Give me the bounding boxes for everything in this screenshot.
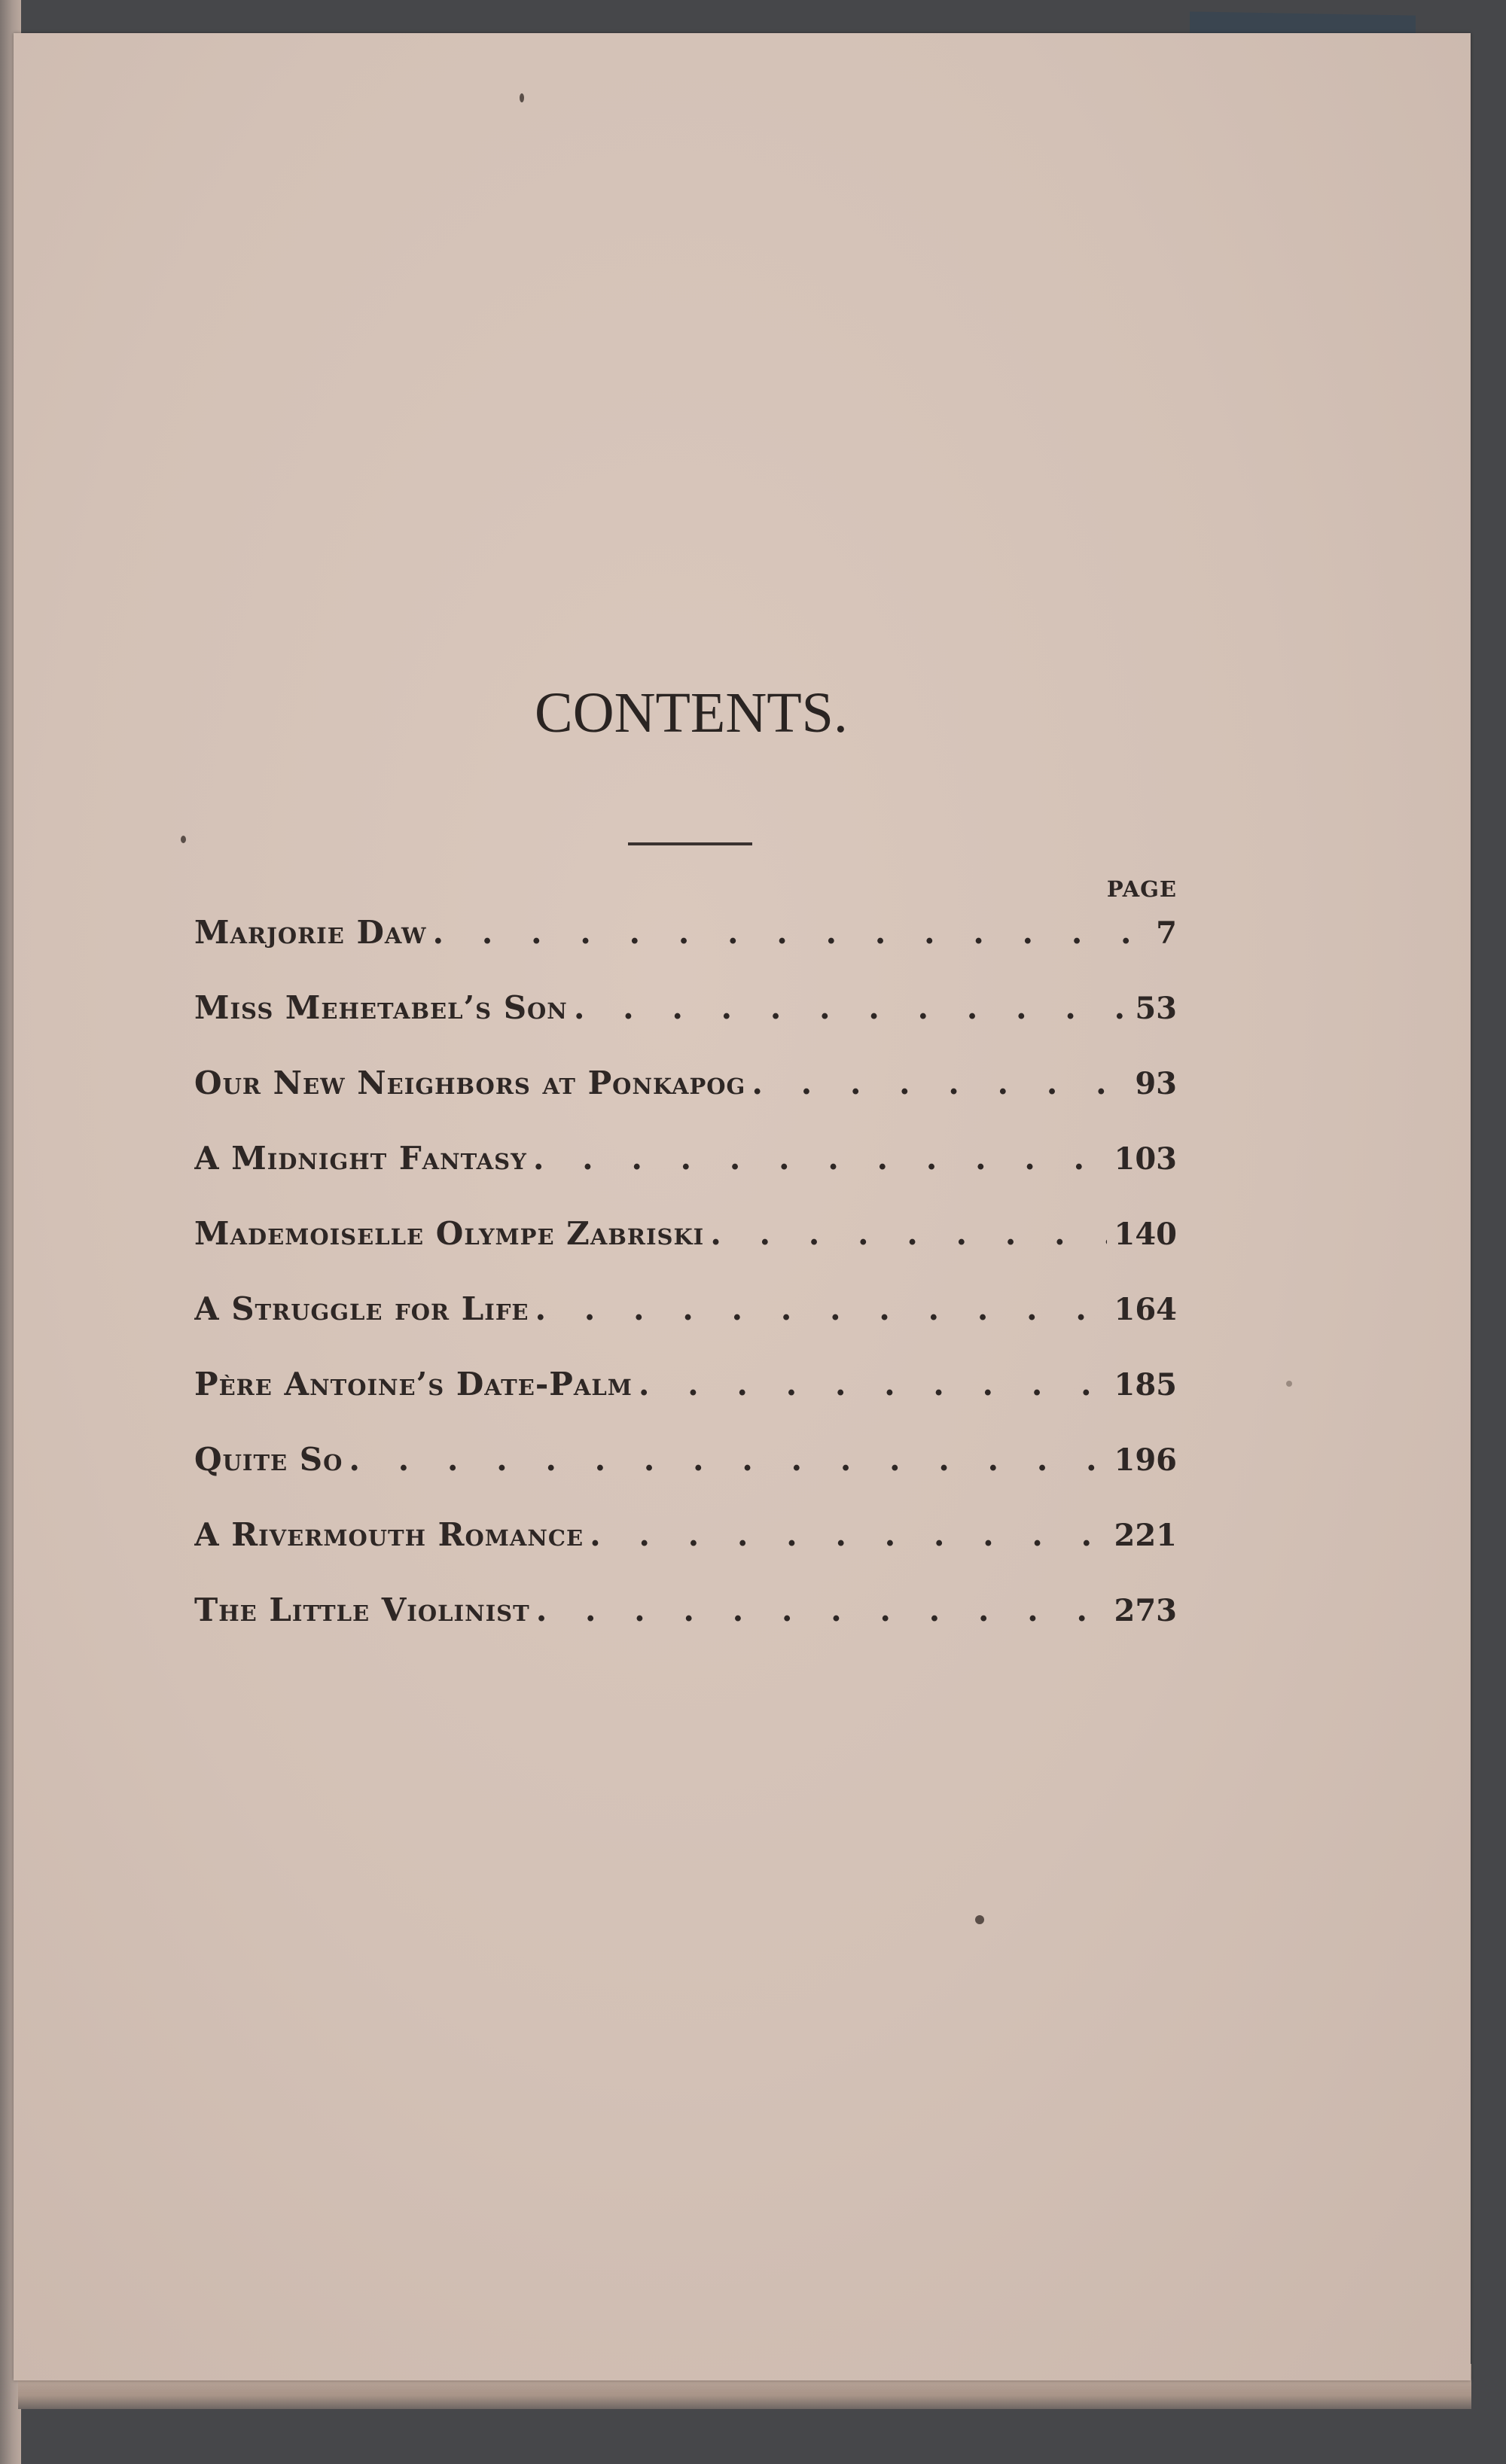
toc-entry (194, 1140, 1177, 1215)
book-page (14, 33, 1471, 2380)
toc-entry-page: 185 (1114, 1367, 1177, 1403)
toc-entry-title: A Struggle for Life (194, 1290, 529, 1327)
title-rule (628, 842, 752, 845)
toc-entry (194, 1215, 1177, 1290)
toc-entry-page: 53 (1135, 991, 1177, 1026)
page-title: CONTENTS. (535, 681, 848, 745)
toc-entry (194, 1516, 1177, 1591)
toc-entry (194, 1366, 1177, 1441)
toc-entry-page: 273 (1114, 1593, 1177, 1628)
toc-entry-title: The Little Violinist (194, 1591, 530, 1628)
toc-entry-page: 196 (1114, 1442, 1177, 1478)
toc-entry-page: 7 (1156, 915, 1177, 951)
dot-leader (633, 1366, 1107, 1403)
toc-entry-title: Miss Mehetabel’s Son (194, 989, 568, 1026)
toc-entry-page: 221 (1114, 1518, 1177, 1553)
toc-entry-title: Quite So (194, 1441, 343, 1478)
toc-entry-title: A Midnight Fantasy (194, 1140, 527, 1177)
dot-leader (568, 989, 1128, 1026)
paper-speck (181, 836, 186, 843)
paper-speck (975, 1915, 984, 1924)
toc-entry (194, 1064, 1177, 1140)
toc-entry-page: 103 (1114, 1141, 1177, 1177)
toc-entry (194, 914, 1177, 989)
dot-leader (529, 1290, 1107, 1327)
toc-entry-title: Marjorie Daw (194, 914, 427, 951)
toc-entry-page: 140 (1114, 1217, 1177, 1252)
toc-entry (194, 1441, 1177, 1516)
dot-leader (704, 1215, 1106, 1252)
toc-entry-page: 93 (1135, 1066, 1177, 1101)
toc-entry-title: Père Antoine’s Date-Palm (194, 1366, 633, 1403)
dot-leader (527, 1140, 1107, 1177)
toc-entry (194, 989, 1177, 1064)
dot-leader (343, 1441, 1106, 1478)
paper-speck (520, 93, 524, 102)
table-of-contents (194, 914, 1177, 1667)
dot-leader (427, 914, 1149, 951)
dot-leader (584, 1516, 1106, 1553)
toc-entry-page: 164 (1114, 1292, 1177, 1327)
paper-speck (1286, 1381, 1292, 1387)
page-column-label: PAGE (1106, 876, 1177, 902)
toc-entry-title: Mademoiselle Olympe Zabriski (194, 1215, 705, 1252)
dot-leader (530, 1591, 1107, 1628)
toc-entry-title: A Rivermouth Romance (194, 1516, 584, 1553)
toc-entry-title: Our New Neighbors at Ponkapog (194, 1064, 746, 1101)
dot-leader (745, 1064, 1127, 1101)
toc-entry (194, 1591, 1177, 1667)
toc-entry (194, 1290, 1177, 1366)
